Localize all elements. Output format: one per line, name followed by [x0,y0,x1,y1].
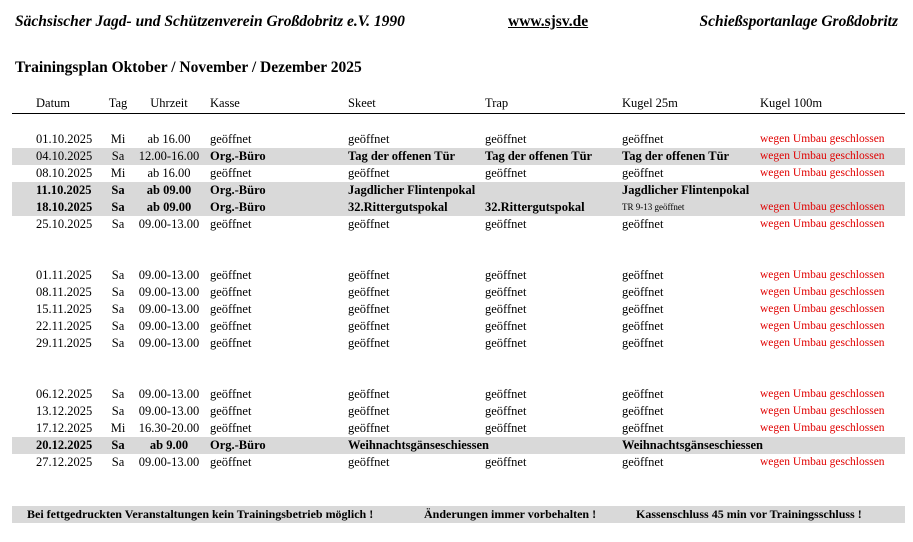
cell-time: 09.00-13.00 [138,387,200,401]
cell-kugel-25m: Weihnachtsgänseschiessen [622,438,763,452]
table-row [12,437,905,454]
shooting-range-name: Schießsportanlage Großdobritz [699,13,898,30]
cell-skeet: geöffnet [348,268,390,282]
cell-time: ab 9.00 [149,438,189,452]
cell-kasse: Org.-Büro [210,200,266,214]
cell-skeet: geöffnet [348,285,390,299]
cell-kugel-25m: TR 9-13 geöffnet [622,202,685,212]
cell-skeet: geöffnet [348,336,390,350]
table-row [12,199,905,216]
cell-kugel-100m: wegen Umbau geschlossen [760,167,885,179]
cell-kugel-100m: wegen Umbau geschlossen [760,218,885,230]
cell-kugel-100m: wegen Umbau geschlossen [760,201,885,213]
table-row [12,420,905,437]
cell-skeet: Weihnachtsgänseschiessen [348,438,489,452]
cell-date: 08.11.2025 [36,285,92,299]
cell-day: Sa [111,336,125,350]
cell-kasse: geöffnet [210,217,252,231]
cell-trap: Tag der offenen Tür [485,149,593,163]
column-kugel-100m: Kugel 100m [760,96,823,110]
cell-time: 09.00-13.00 [138,217,200,231]
cell-kugel-25m: geöffnet [622,336,664,350]
footer-note-cash-closing: Kassenschluss 45 min vor Trainingsschluss ! [636,507,862,521]
cell-kugel-25m: geöffnet [622,132,664,146]
cell-time: ab 09.00 [146,200,192,214]
page-title: Trainingsplan Oktober / November / Dezember 2025 [15,59,362,76]
cell-kasse: Org.-Büro [210,438,266,452]
cell-kugel-100m: wegen Umbau geschlossen [760,456,885,468]
column-kasse: Kasse [210,96,240,110]
cell-kugel-100m: wegen Umbau geschlossen [760,422,885,434]
column-trap: Trap [485,96,509,110]
cell-date: 20.12.2025 [36,438,93,452]
cell-day: Sa [111,319,125,333]
cell-skeet: geöffnet [348,319,390,333]
cell-kasse: geöffnet [210,404,252,418]
cell-kasse: Org.-Büro [210,183,266,197]
table-row [12,335,905,352]
footer-note-no-training: Bei fettgedruckten Veranstaltungen kein Trainingsbetrieb möglich ! [27,507,374,521]
cell-kugel-25m: geöffnet [622,421,664,435]
table-row [12,216,905,233]
cell-day: Sa [111,387,125,401]
cell-date: 18.10.2025 [36,200,93,214]
cell-skeet: 32.Rittergutspokal [348,200,448,214]
cell-date: 29.11.2025 [36,336,92,350]
column-kugel-25m: Kugel 25m [622,96,678,110]
cell-kugel-25m: geöffnet [622,285,664,299]
cell-skeet: geöffnet [348,387,390,401]
cell-time: ab 16.00 [147,132,191,146]
cell-skeet: Tag der offenen Tür [348,149,456,163]
cell-kugel-25m: geöffnet [622,268,664,282]
cell-date: 22.11.2025 [36,319,92,333]
cell-day: Sa [111,183,125,197]
table-row [12,318,905,335]
table-row [12,454,905,471]
table-row [12,267,905,284]
cell-date: 27.12.2025 [36,455,93,469]
club-name: Sächsischer Jagd- und Schützenverein Großdobritz e.V. 1990 [15,13,405,30]
cell-kasse: geöffnet [210,302,252,316]
cell-trap: geöffnet [485,404,527,418]
cell-kasse: geöffnet [210,285,252,299]
cell-kugel-25m: Jagdlicher Flintenpokal [622,183,750,197]
cell-date: 17.12.2025 [36,421,93,435]
cell-day: Sa [111,217,125,231]
cell-kasse: Org.-Büro [210,149,266,163]
cell-kugel-25m: geöffnet [622,319,664,333]
cell-kugel-25m: geöffnet [622,302,664,316]
cell-trap: geöffnet [485,387,527,401]
cell-kugel-100m: wegen Umbau geschlossen [760,269,885,281]
cell-trap: geöffnet [485,166,527,180]
cell-date: 01.11.2025 [36,268,92,282]
cell-date: 25.10.2025 [36,217,93,231]
cell-kugel-100m: wegen Umbau geschlossen [760,303,885,315]
table-row [12,386,905,403]
cell-kasse: geöffnet [210,421,252,435]
column-day: Tag [108,96,128,110]
cell-trap: geöffnet [485,319,527,333]
table-row [12,182,905,199]
cell-skeet: geöffnet [348,455,390,469]
cell-skeet: geöffnet [348,302,390,316]
cell-time: ab 09.00 [146,183,192,197]
cell-trap: geöffnet [485,421,527,435]
cell-time: 09.00-13.00 [138,319,200,333]
cell-kasse: geöffnet [210,387,252,401]
cell-skeet: geöffnet [348,132,390,146]
cell-time: 09.00-13.00 [138,455,200,469]
table-row [12,403,905,420]
table-row [12,131,905,148]
cell-day: Mi [110,132,126,146]
page-header [0,13,913,35]
column-time: Uhrzeit [150,96,188,110]
footer-note-changes: Änderungen immer vorbehalten ! [424,507,597,521]
column-date: Datum [36,96,71,110]
cell-time: 09.00-13.00 [138,336,200,350]
cell-kugel-100m: wegen Umbau geschlossen [760,320,885,332]
cell-time: 09.00-13.00 [138,285,200,299]
cell-kasse: geöffnet [210,132,252,146]
cell-trap: geöffnet [485,336,527,350]
cell-kasse: geöffnet [210,268,252,282]
cell-skeet: geöffnet [348,217,390,231]
cell-time: 12.00-16.00 [138,149,200,163]
cell-date: 06.12.2025 [36,387,93,401]
cell-kugel-25m: Tag der offenen Tür [622,149,730,163]
cell-day: Sa [111,149,125,163]
cell-time: 09.00-13.00 [138,404,200,418]
cell-trap: geöffnet [485,268,527,282]
cell-kugel-100m: wegen Umbau geschlossen [760,388,885,400]
cell-trap: 32.Rittergutspokal [485,200,585,214]
cell-date: 11.10.2025 [36,183,92,197]
schedule-table [12,131,905,471]
column-skeet: Skeet [348,96,376,110]
cell-time: 09.00-13.00 [138,302,200,316]
cell-day: Mi [110,421,126,435]
cell-kugel-25m: geöffnet [622,404,664,418]
cell-kugel-25m: geöffnet [622,217,664,231]
cell-trap: geöffnet [485,285,527,299]
cell-day: Mi [110,166,126,180]
cell-kugel-100m: wegen Umbau geschlossen [760,133,885,145]
cell-kasse: geöffnet [210,336,252,350]
cell-time: 09.00-13.00 [138,268,200,282]
cell-date: 08.10.2025 [36,166,93,180]
cell-time: 16.30-20.00 [138,421,200,435]
footer-notes [12,506,905,523]
table-row [12,284,905,301]
cell-trap: geöffnet [485,217,527,231]
cell-kasse: geöffnet [210,455,252,469]
cell-day: Sa [111,200,125,214]
cell-trap: geöffnet [485,132,527,146]
cell-kasse: geöffnet [210,319,252,333]
table-row [12,148,905,165]
cell-day: Sa [111,455,125,469]
cell-date: 15.11.2025 [36,302,92,316]
month-spacer [12,233,905,250]
cell-kugel-100m: wegen Umbau geschlossen [760,405,885,417]
cell-time: ab 16.00 [147,166,191,180]
table-row [12,301,905,318]
cell-kugel-100m: wegen Umbau geschlossen [760,150,885,162]
cell-kugel-100m: wegen Umbau geschlossen [760,286,885,298]
cell-date: 13.12.2025 [36,404,93,418]
cell-day: Sa [111,404,125,418]
cell-day: Sa [111,438,125,452]
cell-kugel-25m: geöffnet [622,387,664,401]
cell-kugel-100m: wegen Umbau geschlossen [760,337,885,349]
cell-skeet: Jagdlicher Flintenpokal [348,183,476,197]
month-spacer [12,369,905,386]
table-row [12,165,905,182]
cell-skeet: geöffnet [348,166,390,180]
cell-date: 01.10.2025 [36,132,93,146]
cell-day: Sa [111,285,125,299]
cell-day: Sa [111,302,125,316]
cell-kugel-25m: geöffnet [622,455,664,469]
month-spacer [12,250,905,267]
cell-skeet: geöffnet [348,404,390,418]
cell-kasse: geöffnet [210,166,252,180]
cell-date: 04.10.2025 [36,149,93,163]
website-link[interactable]: www.sjsv.de [508,13,589,30]
cell-trap: geöffnet [485,455,527,469]
cell-trap: geöffnet [485,302,527,316]
cell-day: Sa [111,268,125,282]
table-header [12,96,905,114]
month-spacer [12,352,905,369]
cell-skeet: geöffnet [348,421,390,435]
cell-kugel-25m: geöffnet [622,166,664,180]
